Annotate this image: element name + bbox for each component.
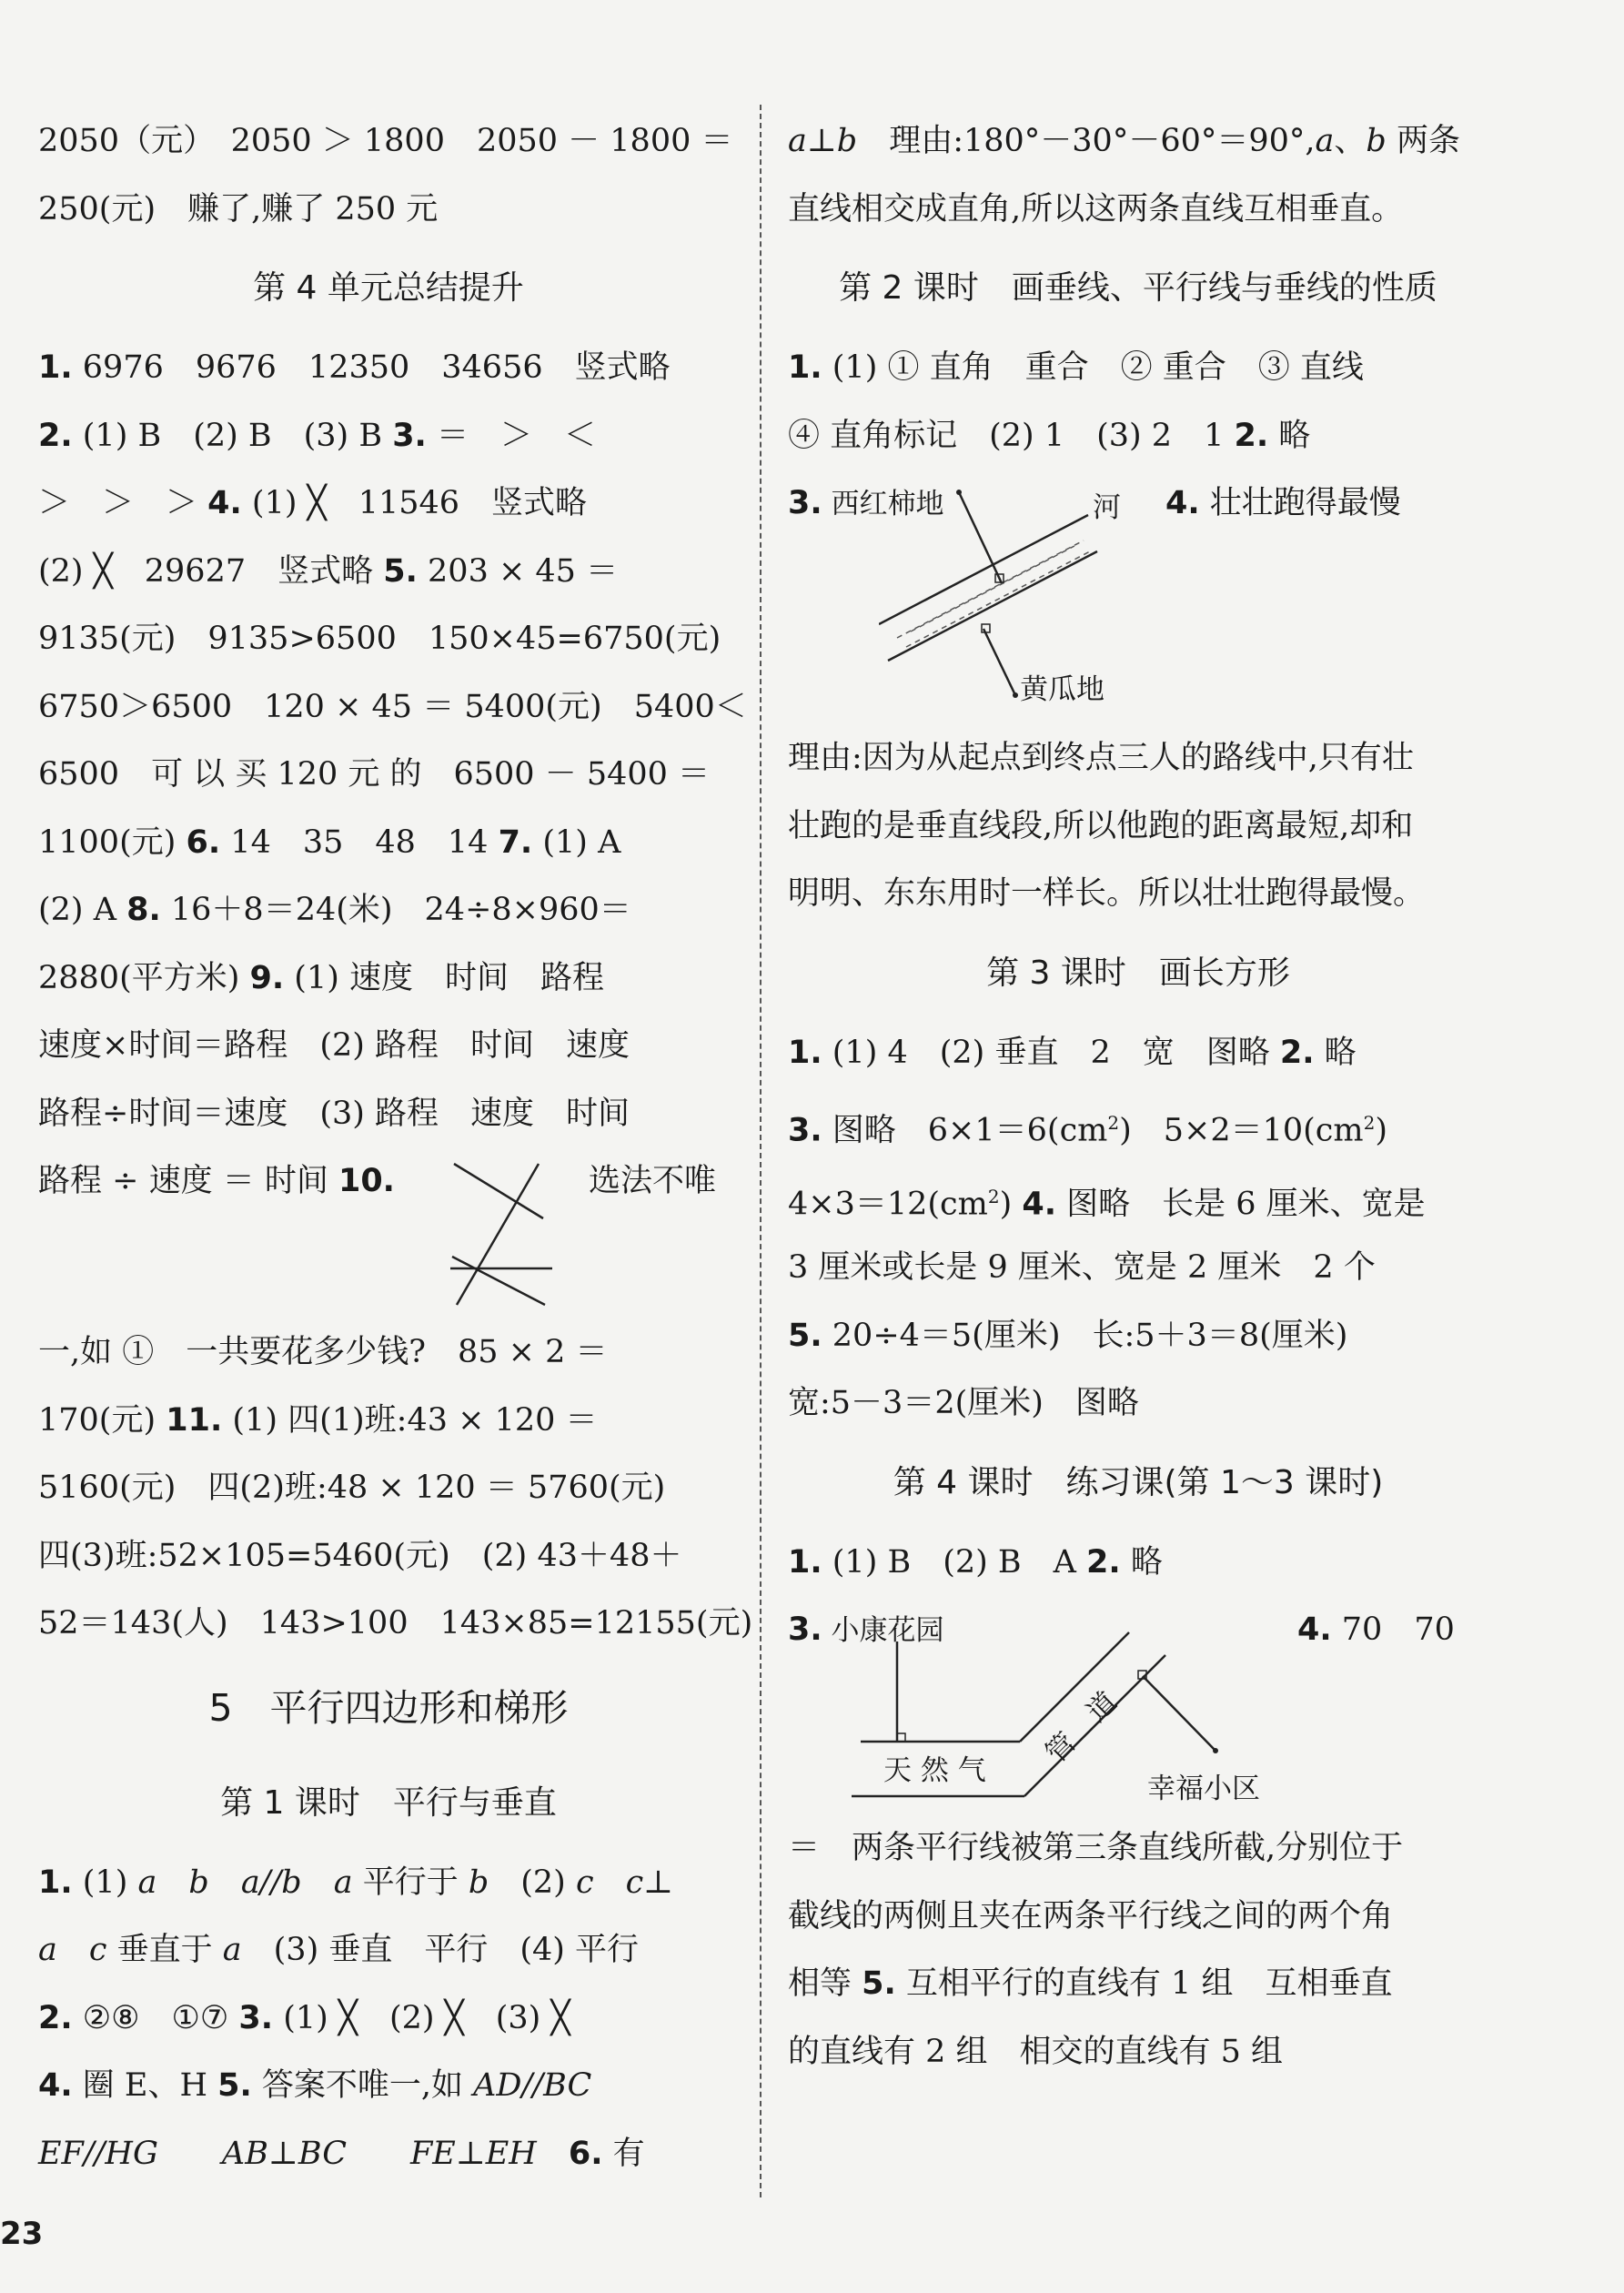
answer-text: 170(元) (38, 1401, 166, 1439)
text-group (1297, 1596, 1455, 1664)
question-number: 4. (1297, 1611, 1332, 1648)
answer-text: 理由:180°－30°－60°＝90°, (857, 123, 1316, 159)
figure-label: 河 (1093, 491, 1121, 524)
text-line (788, 402, 1488, 470)
text-line (38, 334, 739, 402)
text-line (38, 1849, 739, 1917)
figure-label: 黄瓜地 (1020, 673, 1105, 706)
variable: a (333, 1864, 353, 1901)
answer-text: (1) B (2) B A (822, 1543, 1087, 1581)
answer-text: (1) 四(1)班:43 × 120 ＝ (222, 1401, 598, 1439)
question-number: 1. (38, 1864, 73, 1901)
answer-text: 圈 E、H (72, 2067, 218, 2104)
question-number: 7. (498, 823, 533, 861)
question-number: 4. (1165, 485, 1200, 521)
answer-text: 6976 9676 12350 34656 竖式略 (72, 349, 671, 386)
text-line (38, 2120, 739, 2188)
text-line (788, 1019, 1488, 1087)
question-number: 1. (38, 349, 73, 386)
answer-text: (1) ╳ (2) ╳ (3) ╳ (273, 1999, 570, 2036)
question-number: 3. (788, 485, 822, 521)
answer-text: ) (1375, 1112, 1387, 1149)
answer-text: ) (999, 1186, 1023, 1223)
text-line: 明明、东东用时一样长。所以壮壮跑得最慢。 (788, 875, 1426, 912)
superscript: 2 (1107, 1112, 1120, 1134)
text-line (38, 1916, 739, 1985)
answer-text: 有 (602, 2135, 645, 2172)
section-title: 第 3 课时 画长方形 (986, 954, 1290, 992)
question-number: 4. (1022, 1186, 1057, 1223)
text-line: 6750＞6500 120 × 45 ＝ 5400(元) 5400＜ (38, 688, 747, 725)
answer-text: 略 (1268, 417, 1311, 454)
text-line: 直线相交成直角,所以这两条直线互相垂直。 (788, 190, 1404, 227)
question-number: 2. (1086, 1543, 1121, 1581)
variable: a (1315, 123, 1335, 159)
text-line (788, 1302, 1488, 1370)
text-line (38, 944, 739, 1013)
intersecting-lines-figure (443, 1155, 561, 1318)
figure-label: 管 (1039, 1726, 1084, 1770)
text-line: 宽:5－3＝2(厘米) 图略 (788, 1385, 1139, 1421)
answer-text: (2) ╳ 29627 竖式略 (38, 552, 384, 590)
answer-text: 略 (1314, 1034, 1357, 1071)
text-line (38, 1387, 739, 1455)
question-number: 5. (217, 2067, 252, 2104)
text-line (788, 334, 1488, 402)
text-line (38, 876, 739, 944)
variable: c (88, 1932, 107, 1968)
question-number: 9. (249, 959, 285, 996)
text-line (38, 470, 739, 538)
text-line: 速度×时间＝路程 (2) 路程 时间 速度 (38, 1027, 630, 1064)
answer-text: 平行于 (352, 1864, 469, 1901)
answer-text: 20÷4＝5(厘米) 长:5＋3＝8(厘米) (822, 1317, 1348, 1354)
text-line: 52＝143(人) 143>100 143×85=12155(元) (38, 1605, 753, 1641)
answer-text: 选法不唯 (589, 1163, 717, 1199)
answer-text: (2) (489, 1864, 576, 1901)
question-number: 1. (788, 1543, 822, 1581)
text-line (38, 1985, 739, 2053)
variable: b (468, 1864, 489, 1901)
answer-text: ＝ ＞ ＜ (426, 417, 596, 454)
section-title: 第 1 课时 平行与垂直 (220, 1783, 557, 1822)
figure-label: 天 然 气 (883, 1754, 986, 1787)
text-line (788, 1950, 1488, 2018)
answer-text: 1100(元) (38, 823, 187, 861)
text-line (38, 402, 739, 470)
question-number: 10. (338, 1163, 395, 1199)
figure-label: 西红柿地 (822, 488, 944, 520)
question-number: 6. (568, 2135, 603, 2172)
answer-text: 16＋8＝24(米) 24÷8×960＝ (160, 892, 631, 928)
variable: a⊥b (788, 123, 858, 159)
left-column (38, 107, 753, 2187)
text-line: 6500 可 以 买 120 元 的 6500 － 5400 ＝ (38, 756, 711, 793)
text-line: 9135(元) 9135>6500 150×45=6750(元) (38, 621, 721, 657)
text-line: 5160(元) 四(2)班:48 × 120 ＝ 5760(元) (38, 1470, 666, 1506)
text-line: 250(元) 赚了,赚了 250 元 (38, 190, 439, 227)
text-line: 一,如 ① 一共要花多少钱? 85 × 2 ＝ (38, 1334, 608, 1370)
text-line (788, 107, 1488, 176)
text-line: ＝ 两条平行线被第三条直线所截,分别位于 (788, 1830, 1404, 1866)
variable: a (38, 1932, 57, 1968)
answer-text: ②⑧ ①⑦ (72, 1999, 239, 2036)
question-number: 3. (238, 1999, 274, 2036)
text-line (38, 538, 739, 606)
answer-text: ④ 直角标记 (2) 1 (3) 2 1 (788, 417, 1235, 454)
question-number: 3. (788, 1112, 822, 1149)
text-line-with-figure (788, 470, 1488, 724)
answer-text: (1) A (532, 823, 621, 861)
answer-text: 路程 ÷ 速度 ＝ 时间 (38, 1163, 338, 1199)
answer-text: 相等 (788, 1965, 862, 2002)
variable: b (188, 1864, 209, 1901)
variable: a//b (240, 1864, 302, 1901)
question-number: 11. (166, 1401, 223, 1439)
right-column (788, 107, 1488, 2086)
question-number: 4. (38, 2067, 73, 2104)
answer-text: ＞ ＞ ＞ (38, 485, 208, 521)
answer-text: 70 70 (1331, 1611, 1455, 1648)
text-line: 3 厘米或长是 9 厘米、宽是 2 厘米 2 个 (788, 1249, 1376, 1286)
answer-text: (1) 4 (2) 垂直 2 宽 图略 (822, 1034, 1280, 1071)
answer-text: 壮壮跑得最慢 (1199, 485, 1401, 521)
variable: EF//HG (38, 2135, 158, 2172)
section-title: 第 4 单元总结提升 (253, 269, 524, 307)
question-number: 2. (38, 417, 73, 454)
text-line: 截线的两侧且夹在两条平行线之间的两个角 (788, 1897, 1394, 1934)
text-line: 2050（元） 2050 ＞ 1800 2050 － 1800 ＝ (38, 123, 733, 159)
text-line (38, 809, 739, 877)
section-title: 第 4 课时 练习课(第 1～3 课时) (893, 1463, 1384, 1501)
text-line: 路程÷时间＝速度 (3) 路程 速度 时间 (38, 1095, 630, 1132)
question-number: 5. (383, 552, 418, 590)
text-line: 理由:因为从起点到终点三人的路线中,只有壮 (788, 740, 1414, 776)
answer-text: 2880(平方米) (38, 959, 250, 996)
text-line (788, 1529, 1488, 1597)
variable: a (137, 1864, 157, 1901)
question-number: 6. (186, 823, 221, 861)
answer-text: 4×3＝12(cm (788, 1186, 988, 1223)
text-group (1165, 470, 1401, 538)
variable: AB⊥BC (221, 2135, 347, 2172)
answer-text: (1) ╳ 11546 竖式略 (241, 485, 588, 521)
variable: c⊥ (625, 1864, 674, 1901)
question-number: 5. (862, 1965, 896, 2002)
answer-text: 图略 6×1＝6(cm (822, 1112, 1108, 1149)
variable: AD//BC (473, 2067, 592, 2104)
answer-text: 略 (1120, 1543, 1163, 1581)
text-line-with-figure (38, 1147, 739, 1318)
variable: b (1366, 123, 1387, 159)
question-number: 4. (207, 485, 242, 521)
superscript: 2 (1363, 1112, 1376, 1134)
variable: c (575, 1864, 594, 1901)
answer-text: 答案不唯一,如 (251, 2067, 474, 2104)
chapter-title: 5 平行四边形和梯形 (208, 1685, 569, 1730)
answer-text: (1) ① 直角 重合 ② 重合 ③ 直线 (822, 349, 1364, 386)
question-number: 5. (788, 1317, 822, 1354)
figure-label: 道 (1080, 1685, 1125, 1729)
question-number: 3. (788, 1611, 822, 1648)
section-title: 第 2 课时 画垂线、平行线与垂线的性质 (839, 269, 1437, 307)
figure-label: 小康花园 (822, 1614, 944, 1647)
answer-text: (2) A (38, 892, 127, 928)
text-line (38, 2052, 739, 2120)
figure-label: 幸福小区 (1147, 1773, 1260, 1805)
answer-text: 、 (1334, 123, 1367, 159)
answer-text: (1) 速度 时间 路程 (284, 959, 605, 996)
answer-text: (1) B (2) B (3) B (72, 417, 393, 454)
answer-text: (1) (72, 1864, 138, 1901)
answer-text: 203 × 45 ＝ (417, 552, 619, 590)
text-line: 的直线有 2 组 相交的直线有 5 组 (788, 2033, 1284, 2070)
variable: FE⊥EH (410, 2135, 537, 2172)
answer-text: 垂直于 (106, 1932, 223, 1968)
answer-text: 两条 (1386, 123, 1460, 159)
column-divider (760, 105, 762, 2197)
question-number: 1. (788, 349, 822, 386)
superscript: 2 (987, 1186, 1000, 1207)
question-number: 2. (1279, 1034, 1315, 1071)
text-line (788, 1086, 1488, 1160)
answer-text: 图略 长是 6 厘米、宽是 (1056, 1186, 1426, 1223)
text-line: 四(3)班:52×105=5460(元) (2) 43＋48＋ (38, 1537, 682, 1574)
answer-text: 互相平行的直线有 1 组 互相垂直 (895, 1965, 1393, 2002)
page-number: 23 (0, 2216, 44, 2252)
answer-text: ) 5×2＝10(cm (1119, 1112, 1364, 1149)
question-number: 2. (1234, 417, 1269, 454)
answer-text: (3) 垂直 平行 (4) 平行 (241, 1932, 640, 1968)
text-line (788, 1160, 1488, 1234)
variable: a (222, 1932, 242, 1968)
answer-text: 14 35 48 14 (220, 823, 499, 861)
text-line: 壮跑的是垂直线段,所以他跑的距离最短,却和 (788, 807, 1414, 844)
text-line-with-figure (788, 1596, 1488, 1814)
question-number: 8. (126, 892, 161, 928)
question-number: 1. (788, 1034, 822, 1071)
question-number: 3. (392, 417, 427, 454)
question-number: 2. (38, 1999, 73, 2036)
